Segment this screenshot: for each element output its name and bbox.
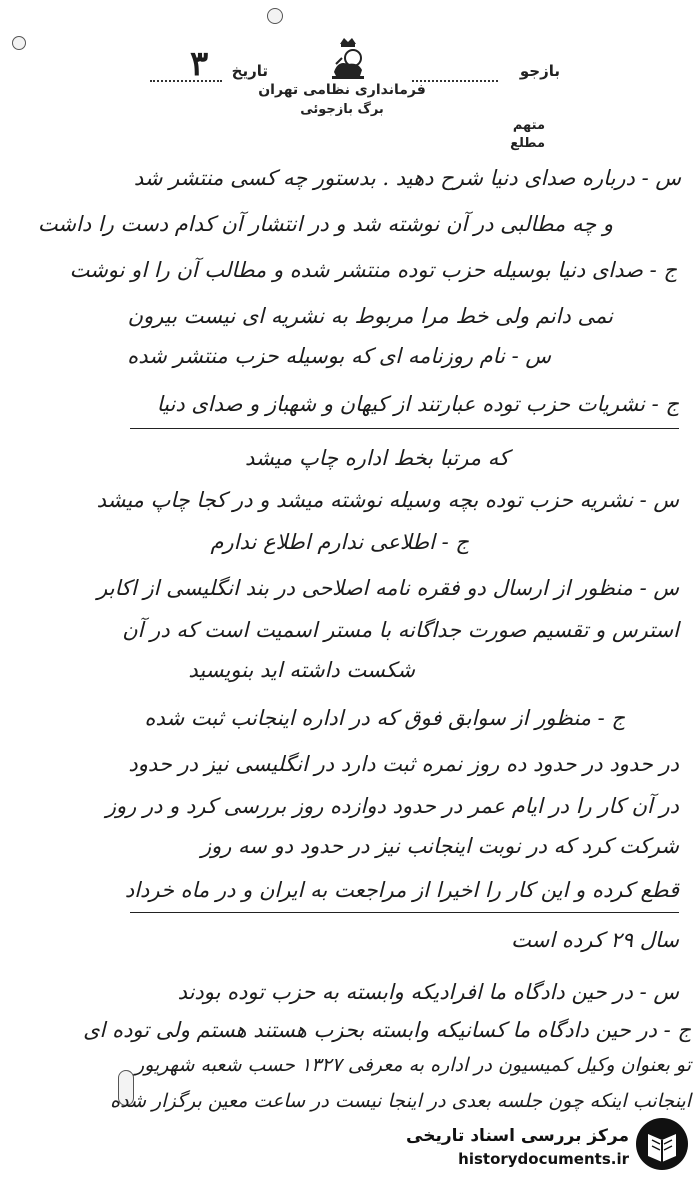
interrogator-label: بازجو xyxy=(519,62,560,80)
line-2: و چه مطالبی در آن نوشته شد و در انتشار آن کدام دست را داشت xyxy=(37,212,613,236)
lion-and-sun-emblem xyxy=(328,36,368,82)
line-11: استرس و تقسیم صورت جداگانه با مستر اسمیت است که در آن xyxy=(122,618,679,642)
line-17: قطع کرده و این کار را اخیرا از مراجعت به ایران و در ماه خرداد xyxy=(124,878,679,902)
line-19: س - در حین دادگاه ما افرادیکه وابسته به حزب توده بودند xyxy=(177,980,679,1004)
line-3: ج - صدای دنیا بوسیله حزب توده منتشر شده و مطالب آن را او نوشت xyxy=(69,258,677,282)
line-16: شرکت کرد که در نوبت اینجانب نیز در حدود دو سه روز xyxy=(200,834,679,858)
line-18: سال ۲۹ کرده است xyxy=(511,928,679,952)
line-21: تو بعنوان وکیل کمیسیون در اداره به معرفی ۱۳۲۷ حسب شعبه شهریور xyxy=(135,1054,691,1076)
form-title: برگ بازجوئی xyxy=(300,102,384,117)
line-10: س - منظور از ارسال دو فقره نامه اصلاحی در بند انگلیسی از اکابر xyxy=(97,576,679,600)
line-9: ج - اطلاعی ندارم اطلاع ندارم xyxy=(210,530,469,554)
line-14: در حدود در حدود ده روز نمره ثبت دارد در انگلیسی نیز در حدود xyxy=(128,752,679,776)
line-4: نمی دانم ولی خط مرا مربوط به نشریه ای نیست بیرون xyxy=(127,304,613,328)
line-7: که مرتبا بخط اداره چاپ میشد xyxy=(244,446,509,470)
punch-hole-left xyxy=(12,36,26,50)
line-22: اینجانب اینکه چون جلسه بعدی در اینجا نیست در ساعت معین برگزار شده xyxy=(110,1090,691,1112)
role-accused: متهم xyxy=(512,118,545,133)
archive-logo-icon xyxy=(634,1116,690,1172)
line-17-underline xyxy=(130,912,679,913)
watermark-title: مرکز بررسی اسناد تاریخی xyxy=(406,1126,629,1146)
date-dotted-line xyxy=(150,80,222,82)
line-8: س - نشریه حزب توده بچه وسیله نوشته میشد و در کجا چاپ میشد xyxy=(96,488,679,512)
punch-hole-top xyxy=(267,8,283,24)
line-20: ج - در حین دادگاه ما کسانیکه وابسته بحزب هستند هستم ولی توده ای xyxy=(83,1018,691,1042)
line-13: ج - منظور از سوابق فوق که در اداره اینجانب ثبت شده xyxy=(144,706,625,730)
line-1: س - درباره صدای دنیا شرح دهید . بدستور چه کسی منتشر شد xyxy=(133,166,681,190)
role-informed: مطلع xyxy=(510,136,545,151)
line-15: در آن کار را در ایام عمر در حدود دوازده روز بررسی کرد و در روز xyxy=(105,794,679,818)
line-5: س - نام روزنامه ای که بوسیله حزب منتشر شده xyxy=(127,344,551,368)
sheet-number: ۳ xyxy=(190,44,209,84)
line-12: شکست داشته اید بنویسید xyxy=(188,658,415,682)
line-6: ج - نشریات حزب توده عبارتند از کیهان و شهباز و صدای دنیا xyxy=(156,392,679,416)
date-label: تاریخ xyxy=(231,62,268,80)
line-6-underline xyxy=(130,428,679,429)
org-title: فرمانداری نظامی تهران xyxy=(258,82,426,98)
watermark-url: historydocuments.ir xyxy=(458,1150,629,1168)
